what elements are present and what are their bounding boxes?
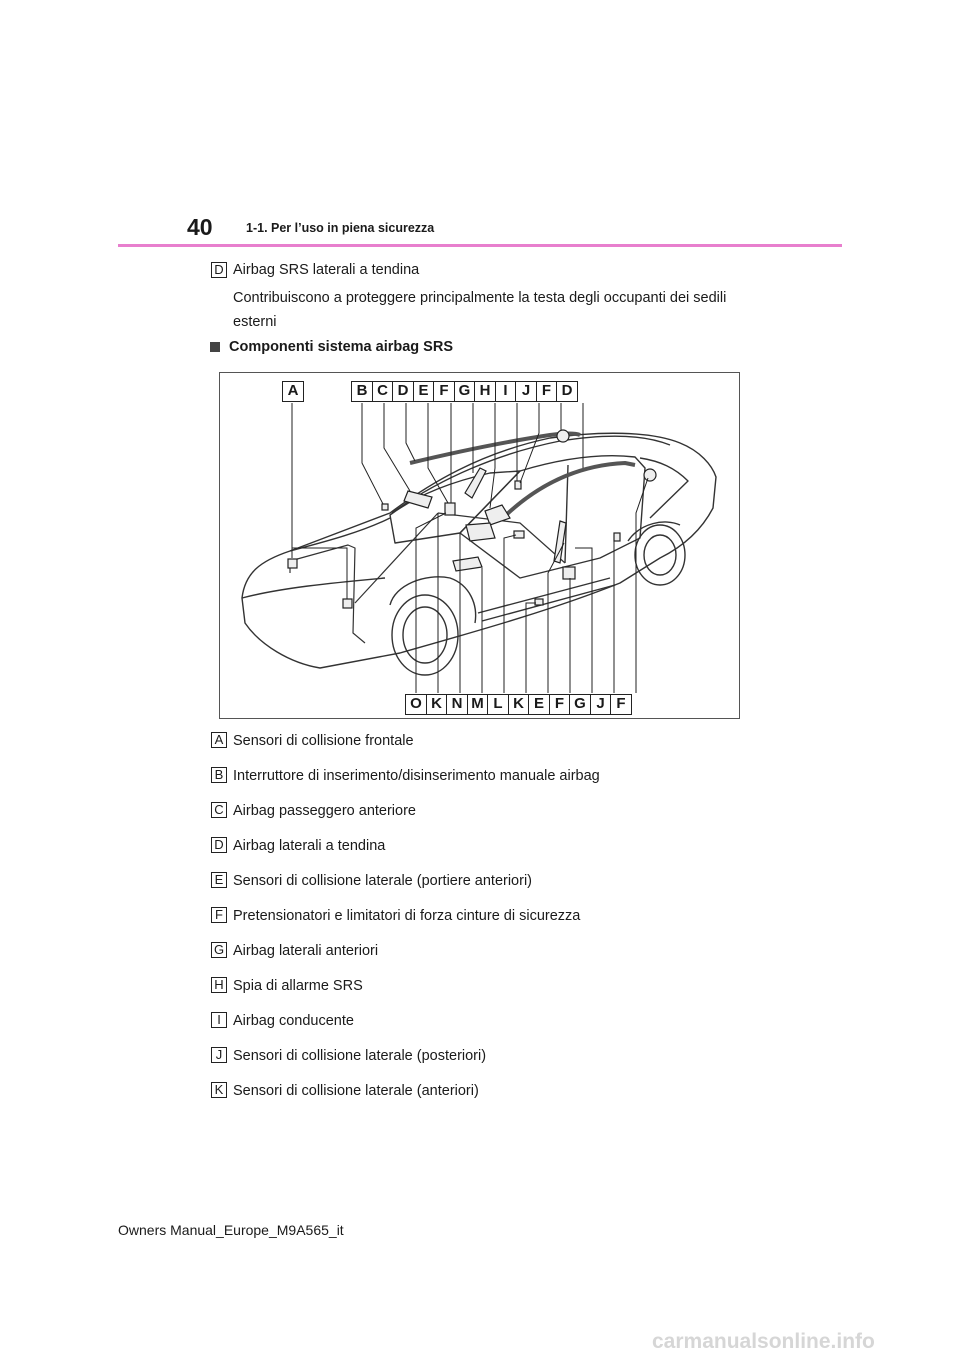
callout-label: K: [426, 694, 448, 715]
callout-label: I: [495, 381, 517, 402]
intro-title: Airbag SRS laterali a tendina: [233, 262, 420, 278]
legend-text: Airbag laterali anteriori: [233, 943, 379, 959]
legend-text: Airbag laterali a tendina: [233, 838, 386, 854]
bullet-square-icon: [210, 342, 220, 352]
legend-text: Sensori di collisione laterale (anteriori): [233, 1083, 479, 1099]
callout-label: B: [351, 381, 373, 402]
legend-key: K: [211, 1082, 227, 1098]
callouts-top: [351, 381, 577, 402]
legend-key: A: [211, 732, 227, 748]
callout-label: K: [508, 694, 530, 715]
car-illustration: [220, 373, 740, 719]
callout-label: A: [282, 381, 304, 402]
legend-text: Pretensionatori e limitatori di forza cinture di sicurezza: [233, 908, 581, 924]
legend-text: Airbag conducente: [233, 1013, 354, 1029]
callout-label: L: [487, 694, 509, 715]
header-divider: [118, 244, 842, 247]
callout-label: D: [556, 381, 578, 402]
legend-text: Sensori di collisione laterale (posteriori): [233, 1048, 487, 1064]
legend-key: B: [211, 767, 227, 783]
legend-text: Sensori di collisione frontale: [233, 733, 414, 749]
legend-text: Airbag passeggero anteriore: [233, 803, 416, 819]
callout-label: J: [590, 694, 612, 715]
section-title: 1-1. Per l’uso in piena sicurezza: [246, 221, 435, 235]
callout-label: F: [610, 694, 632, 715]
footer-doc-id: Owners Manual_Europe_M9A565_it: [118, 1222, 344, 1238]
callout-label: G: [454, 381, 476, 402]
callouts-bottom: [405, 694, 631, 715]
intro-label-box: D: [211, 262, 227, 278]
intro-description-line1: Contribuiscono a proteggere principalmente la testa degli occupanti dei sedili: [233, 290, 727, 306]
watermark: carmanualsonline.info: [652, 1330, 875, 1353]
callout-a: [282, 381, 303, 402]
legend-key: I: [211, 1012, 227, 1028]
legend-key: E: [211, 872, 227, 888]
legend-key: J: [211, 1047, 227, 1063]
intro-description-line2: esterni: [233, 314, 277, 330]
callout-label: M: [467, 694, 489, 715]
components-heading: Componenti sistema airbag SRS: [229, 339, 453, 355]
callout-label: F: [536, 381, 558, 402]
legend-key: H: [211, 977, 227, 993]
airbag-components-figure: [219, 372, 740, 719]
legend-key: C: [211, 802, 227, 818]
callout-label: E: [528, 694, 550, 715]
legend-key: F: [211, 907, 227, 923]
callout-label: F: [433, 381, 455, 402]
callout-label: H: [474, 381, 496, 402]
callout-label: E: [413, 381, 435, 402]
callout-label: J: [515, 381, 537, 402]
callout-label: C: [372, 381, 394, 402]
callout-label: F: [549, 694, 571, 715]
legend-key: G: [211, 942, 227, 958]
legend-text: Sensori di collisione laterale (portiere anteriori): [233, 873, 532, 889]
callout-label: G: [569, 694, 591, 715]
page-number: 40: [187, 214, 213, 240]
callout-label: O: [405, 694, 427, 715]
legend-text: Interruttore di inserimento/disinserimento manuale airbag: [233, 768, 600, 784]
callout-label: D: [392, 381, 414, 402]
legend-text: Spia di allarme SRS: [233, 978, 363, 994]
callout-label: N: [446, 694, 468, 715]
legend-key: D: [211, 837, 227, 853]
